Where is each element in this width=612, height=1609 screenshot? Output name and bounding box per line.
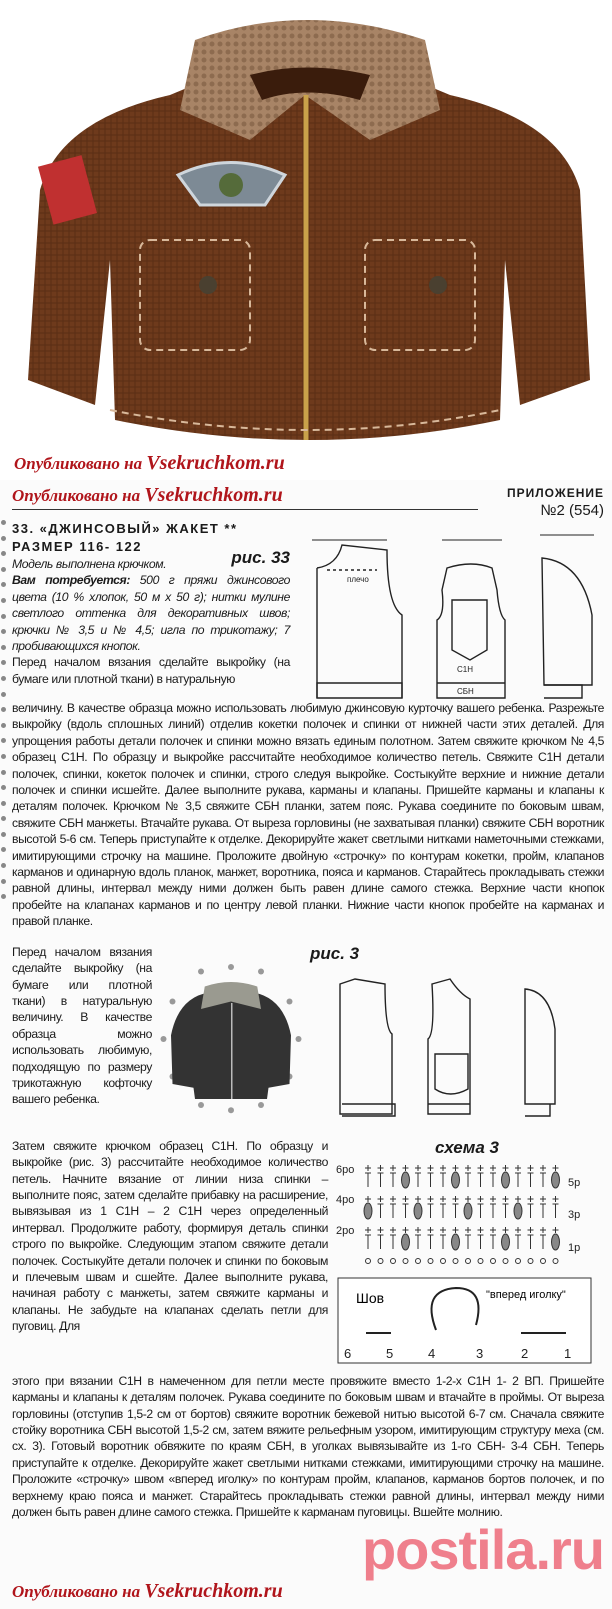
watermark-caption-top [0, 452, 612, 480]
chain-symbol [416, 1258, 421, 1263]
c1n-symbol [540, 1173, 546, 1187]
appendix-label: ПРИЛОЖЕНИЕ [507, 486, 604, 500]
sbn-symbol [365, 1196, 371, 1202]
c1n-symbol [440, 1204, 446, 1218]
chain-symbol [391, 1258, 396, 1263]
pattern3-diagram [310, 964, 604, 1129]
watermark-site: Vsekruchkom.ru [144, 484, 283, 506]
sleeve-outline [542, 558, 592, 685]
relief-stitch-symbol [452, 1172, 460, 1188]
pocket-outline [452, 600, 487, 660]
label-shoulder: плечо [347, 575, 369, 584]
c1n-symbol [378, 1204, 384, 1218]
pattern-scan [0, 480, 612, 1609]
sbn-symbol [490, 1227, 496, 1233]
c1n-symbol [378, 1235, 384, 1249]
relief-stitch-symbol [514, 1203, 522, 1219]
label-c1n: С1Н [457, 665, 474, 674]
c1n-symbol [440, 1235, 446, 1249]
sbn-symbol [465, 1196, 471, 1202]
c1n-symbol [428, 1235, 434, 1249]
relief-stitch-symbol [552, 1172, 560, 1188]
c1n-symbol [428, 1204, 434, 1218]
chain-symbol [453, 1258, 458, 1263]
c1n-symbol [478, 1173, 484, 1187]
front-piece-outline [437, 564, 505, 698]
pattern33-title: 33. «ДЖИНСОВЫЙ» ЖАКЕТ ** [12, 521, 238, 536]
sbn-symbol [528, 1196, 534, 1202]
sbn-symbol [403, 1165, 409, 1171]
row-label-6: 6ро [336, 1163, 355, 1176]
sbn-symbol [440, 1227, 446, 1233]
c1n-symbol [428, 1173, 434, 1187]
row-label-4: 4ро [336, 1193, 355, 1206]
watermark-prefix: Опубликовано на [12, 486, 145, 505]
sbn-symbol [453, 1227, 459, 1233]
relief-stitch-symbol [552, 1234, 560, 1250]
sbn-symbol [540, 1165, 546, 1171]
sbn-symbol [390, 1227, 396, 1233]
scheme3-label: схема 3 [435, 1137, 499, 1157]
sbn-symbol [553, 1165, 559, 1171]
sbn-symbol [540, 1227, 546, 1233]
relief-stitch-symbol [464, 1203, 472, 1219]
sbn-symbol [415, 1227, 421, 1233]
c1n-symbol [478, 1204, 484, 1218]
pattern3-body-1: Затем свяжите крючком образец С1Н. По образцу и выкройке (рис. 3) рассчитайте необходимое количество петель. Начните вязание от линии низа спинки – выполните пояс, затем сделайте прибавку на расширение, вывязывая из 1 С1Н – 2 С1Н через определенный интервал. Продолжите работу, формируя деталь спинки строго по выкройке. Следующим этапом свяжите детали полочек. Состыкуйте детали полочек и спинки по боковым и плечевым швам и сшейте. Далее выполните рукава, начиная работу с манжеты, затем свяжите карманы и клапаны. Не забудьте на клапанах сделать петли для пуговиц. Для [12, 1138, 328, 1334]
jacket-photo [0, 0, 612, 452]
c1n-symbol [515, 1235, 521, 1249]
scheme3-crochet-chart [336, 1158, 598, 1368]
stitch-point-3: 3 [476, 1345, 484, 1361]
row-label-1: 1р [568, 1241, 581, 1254]
watermark-site: Vsekruchkom.ru [144, 1580, 283, 1603]
c1n-symbol [503, 1204, 509, 1218]
postila-watermark: postila.ru [361, 1518, 604, 1582]
sbn-symbol [515, 1165, 521, 1171]
margin-bullets [1, 520, 7, 910]
sbn-symbol [478, 1196, 484, 1202]
watermark-prefix: Опубликовано на [14, 454, 147, 473]
c1n-symbol [440, 1173, 446, 1187]
chain-symbol [491, 1258, 496, 1263]
sbn-symbol [553, 1196, 559, 1202]
sbn-symbol [378, 1227, 384, 1233]
sbn-symbol [478, 1165, 484, 1171]
c1n-symbol [528, 1204, 534, 1218]
sbn-symbol [503, 1227, 509, 1233]
sbn-symbol [415, 1196, 421, 1202]
c1n-symbol [478, 1235, 484, 1249]
sbn-symbol [453, 1165, 459, 1171]
sbn-symbol [365, 1165, 371, 1171]
chain-symbol [503, 1258, 508, 1263]
sbn-symbol [540, 1196, 546, 1202]
c1n-symbol [465, 1173, 471, 1187]
chain-symbol [366, 1258, 371, 1263]
pattern3-jacket-photo [156, 944, 306, 1134]
relief-stitch-symbol [502, 1172, 510, 1188]
chain-symbol [528, 1258, 533, 1263]
pattern33-diagram [292, 520, 602, 700]
c1n-symbol [390, 1235, 396, 1249]
back-waistband [317, 683, 402, 698]
label-sbn: СБН [457, 687, 474, 696]
relief-stitch-symbol [402, 1172, 410, 1188]
sbn-symbol [528, 1227, 534, 1233]
watermark-caption-scan [12, 484, 283, 507]
relief-stitch-symbol [414, 1203, 422, 1219]
sbn-symbol [503, 1165, 509, 1171]
sbn-symbol [465, 1165, 471, 1171]
back-piece-outline [317, 545, 402, 698]
chain-symbol [378, 1258, 383, 1263]
sbn-symbol [465, 1227, 471, 1233]
sbn-symbol [390, 1196, 396, 1202]
watermark-site: Vsekruchkom.ru [146, 452, 285, 474]
sbn-symbol [378, 1196, 384, 1202]
chain-symbol [478, 1258, 483, 1263]
pattern33-figure-label: рис. 33 [231, 548, 290, 567]
c1n-symbol [515, 1173, 521, 1187]
materials-text: 500 г пряжи джинсового цвета (10 % хлопок, 50 м х 50 г); нитки мулине светлого оттенка для декоративных швов; крючки № 3,5 и № 4,5; игла по трикотажу; 7 пробивающихся кнопок. [12, 573, 290, 654]
chain-symbol [516, 1258, 521, 1263]
stitch-title: Шов [356, 1289, 385, 1306]
row-label-5: 5р [568, 1176, 581, 1189]
c1n-symbol [540, 1235, 546, 1249]
jacket-illustration [0, 0, 612, 452]
sbn-symbol [503, 1196, 509, 1202]
c1n-symbol [490, 1173, 496, 1187]
stitch-point-1: 1 [564, 1345, 572, 1361]
c1n-symbol [490, 1235, 496, 1249]
sbn-symbol [453, 1196, 459, 1202]
sbn-symbol [528, 1165, 534, 1171]
sbn-symbol [378, 1165, 384, 1171]
header-rule [12, 484, 604, 519]
sbn-symbol [515, 1227, 521, 1233]
stitch-point-5: 5 [386, 1345, 394, 1361]
pattern33-intro: Перед началом вязания сделайте выкройку (на бумаге или плотной ткани) в натуральную [12, 655, 290, 686]
chain-symbol [541, 1258, 546, 1263]
c1n-symbol [490, 1204, 496, 1218]
c1n-symbol [365, 1173, 371, 1187]
c1n-symbol [415, 1235, 421, 1249]
chain-symbol [553, 1258, 558, 1263]
row-label-2: 2ро [336, 1224, 355, 1237]
pattern3-body-2: этого при вязании С1Н в намеченном для петли месте провяжите вместо 1-2-х С1Н 1- 2 ВП. Пришейте карманы и клапаны к деталям полочек. Рукава соедините по боковым швам и втачайте в проймы. От выреза горловины (отступив 1,5-2 см от бортов) свяжите воротник бежевой нитью высотой 6-7 см. Сначала свяжите стойку воротника СБН высотой 1,5-2 см, затем вяжите рельефным узором, имитирующим структуру меха (см. сх. 3). Готовый воротник обвяжите по краям СБН, в уголках вывязывайте из 1-го СБН- 3-4 СБН. Теперь приступайте к отделке. Декорируйте жакет светлыми нитками стежками, имитирующими строчку на машине. Проложите «строчку» швом «вперед иголку» по контурам пройм, клапанов, карманов бортов полочек, и по верхнему краю пояса и манжет. Старайтесь прокладывать стежки равной длины, интервал между ними должен быть равен длине самого стежка. Пришейте к карманам пуговицы. Вшейте молнию. [12, 1373, 604, 1519]
chain-symbol [403, 1258, 408, 1263]
sbn-symbol [440, 1165, 446, 1171]
pattern33-materials [12, 572, 290, 654]
c1n-symbol [403, 1204, 409, 1218]
stitch-point-2: 2 [521, 1345, 529, 1361]
sbn-symbol [440, 1196, 446, 1202]
sbn-symbol [428, 1165, 434, 1171]
c1n-symbol [528, 1235, 534, 1249]
c1n-symbol [465, 1235, 471, 1249]
sbn-symbol [428, 1196, 434, 1202]
materials-label: Вам потребуется: [12, 573, 130, 588]
sbn-symbol [478, 1227, 484, 1233]
watermark-caption-bottom [12, 1580, 604, 1603]
pattern33-model: Модель выполнена крючком. [12, 557, 167, 571]
c1n-symbol [415, 1173, 421, 1187]
relief-stitch-symbol [502, 1234, 510, 1250]
c1n-symbol [540, 1204, 546, 1218]
sbn-symbol [390, 1165, 396, 1171]
pattern3-intro: Перед началом вязания сделайте выкройку (на бумаге или плотной ткани) в натуральную величину. В качестве образца можно использовать любимую, подходящую по размеру трикотажную кофточку вашего ребенка. [12, 944, 152, 1107]
relief-stitch-symbol [402, 1234, 410, 1250]
chain-symbol [441, 1258, 446, 1263]
relief-stitch-symbol [452, 1234, 460, 1250]
pattern3-figure-label: рис. 3 [310, 943, 360, 963]
watermark-prefix: Опубликовано на [12, 1582, 145, 1602]
pattern33-body: величину. В качестве образца можно использовать любимую джинсовую курточку вашего ребенка. Разрежьте выкройку (вдоль сплошных линий) отделив кокетки полочек и спинки от нижней части этих деталей. Для упрощения работы детали полочек и спинки можно вязать единым полотном. Затем свяжите крючком № 4,5 образец С1Н. По образцу и выкройке рассчитайте необходимое количество петель. Свяжите С1Н детали полочек, спинки, кокеток полочек и спинки, строго следуя выкройке. Состыкуйте верхние и нижние детали полочек и спинки исшейте. Далее выполните рукава, карманы и клапаны. Пришейте карманы и клапаны к деталям полочек. Крючком № 3,5 свяжите СБН планки, затем пояс. Рукава соедините по боковым швам, свяжите СБН манжеты. Втачайте рукава. От выреза горловины (не захватывая планки) свяжите СБН воротник высотой 5-6 см. Теперь приступайте к отделке. Декорируйте жакет светлыми нитками наметочными стежками, имитирующими строчку на машине. Проложите двойную «строчку» по контурам кокетки, пройм, клапанов карманов и одинарную вдоль планок, манжет, воротника, пояса и карманов. Старайтесь прокладывать стежки равной длины, интервал между ними должен быть равен длине самого стежка. Верхние части кнопок пробейте на клапанах карманов и по центру левой планки. Нижние части кнопок пробейте на карманах и правой планке. [12, 701, 604, 929]
sbn-symbol [428, 1227, 434, 1233]
issue-number: №2 (554) [540, 502, 604, 519]
chain-symbol [466, 1258, 471, 1263]
c1n-symbol [365, 1235, 371, 1249]
c1n-symbol [528, 1173, 534, 1187]
sbn-symbol [490, 1165, 496, 1171]
stitch-point-6: 6 [344, 1345, 352, 1361]
c1n-symbol [553, 1204, 559, 1218]
relief-stitch-symbol [364, 1203, 372, 1219]
c1n-symbol [453, 1204, 459, 1218]
sbn-symbol [553, 1227, 559, 1233]
c1n-symbol [378, 1173, 384, 1187]
c1n-symbol [390, 1204, 396, 1218]
c1n-symbol [390, 1173, 396, 1187]
chain-symbol [428, 1258, 433, 1263]
row-label-3: 3р [568, 1208, 581, 1221]
sbn-symbol [403, 1196, 409, 1202]
sbn-symbol [403, 1227, 409, 1233]
sbn-symbol [515, 1196, 521, 1202]
sbn-symbol [490, 1196, 496, 1202]
sbn-symbol [365, 1227, 371, 1233]
sbn-symbol [415, 1165, 421, 1171]
pattern33-size: РАЗМЕР 116- 122 [12, 539, 142, 554]
stitch-name: "вперед иголку" [486, 1288, 566, 1301]
stitch-point-4: 4 [428, 1345, 436, 1361]
